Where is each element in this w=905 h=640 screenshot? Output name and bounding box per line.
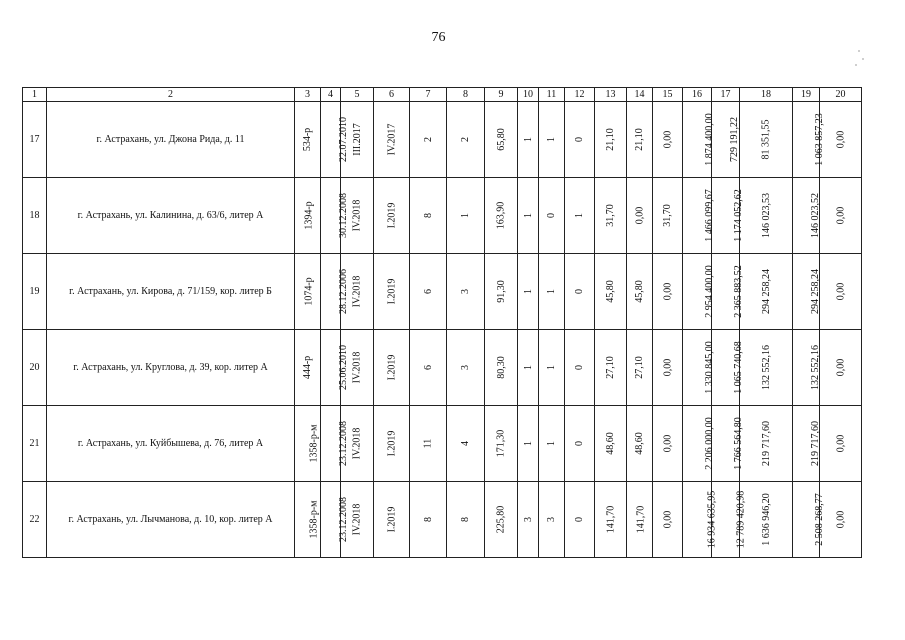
table-cell <box>683 330 715 406</box>
cell-value: 2 <box>460 137 471 142</box>
cell-value: 146 023,53 <box>760 193 772 238</box>
cell-value: III.2017 <box>351 123 363 156</box>
table-cell <box>565 330 595 406</box>
cell-value: I.2019 <box>386 202 397 229</box>
table-cell <box>485 178 518 254</box>
cell-value: 80,30 <box>495 356 507 379</box>
cell-value: 2 206 000,00 <box>703 417 715 470</box>
page-number: 76 <box>431 30 446 45</box>
table-cell <box>518 254 539 330</box>
cell-value: 1 <box>546 365 557 370</box>
cell-value: 1 <box>546 289 557 294</box>
table-cell <box>565 178 595 254</box>
table-cell <box>447 406 485 482</box>
table-cell <box>820 482 862 558</box>
cell-value: 1 <box>522 137 534 142</box>
cell-value: 16 934 635,95 <box>706 490 718 549</box>
table-cell <box>321 330 349 406</box>
cell-value: 6 <box>422 289 434 294</box>
table-cell <box>565 406 595 482</box>
table-cell <box>793 482 825 558</box>
table-cell <box>410 178 447 254</box>
column-number: 2 <box>47 88 295 102</box>
cell-value: 65,80 <box>495 128 507 151</box>
cell-value: IV.2017 <box>385 123 397 156</box>
cell-value: 30.12.2008 <box>338 193 349 238</box>
cell-value: 1 <box>522 289 534 294</box>
cell-value: 163,90 <box>495 201 507 230</box>
cell-value: 1358-р-м <box>308 500 320 539</box>
table-cell <box>539 178 565 254</box>
cell-value: 1 330 845,00 <box>703 341 715 394</box>
table-cell <box>374 102 410 178</box>
cell-value: 1 <box>522 441 534 446</box>
table-cell <box>627 102 653 178</box>
cell-value: 1 636 946,20 <box>760 493 772 546</box>
housing-program-table <box>22 87 862 558</box>
column-number: 18 <box>740 88 793 102</box>
cell-value: I.2019 <box>386 278 397 305</box>
table-cell <box>485 254 518 330</box>
cell-value: 3 <box>460 289 471 294</box>
table-cell: 17 <box>23 102 47 178</box>
cell-value: 27,10 <box>605 356 616 379</box>
table-cell <box>627 482 653 558</box>
cell-value: 48,60 <box>605 432 616 455</box>
cell-value: 1 <box>522 213 534 218</box>
table-cell <box>295 178 321 254</box>
cell-value: 4 <box>460 441 471 446</box>
table-cell <box>627 254 653 330</box>
table-cell <box>321 178 349 254</box>
table-cell <box>793 406 820 482</box>
cell-value: 2 365 883,52 <box>732 265 744 318</box>
table-cell <box>683 406 715 482</box>
table-cell <box>793 102 825 178</box>
table-cell <box>295 482 321 558</box>
column-number: 17 <box>712 88 740 102</box>
table-cell <box>653 406 683 482</box>
table-cell <box>374 482 410 558</box>
table-cell: 20 <box>23 330 47 406</box>
cell-value: 0,00 <box>662 282 673 301</box>
table-cell <box>740 406 793 482</box>
cell-value: 219 717,60 <box>810 421 821 466</box>
cell-value: 1 065 740,68 <box>732 341 744 394</box>
table-cell <box>740 178 793 254</box>
cell-value: 22.07.2010 <box>338 117 349 162</box>
table-cell: г. Астрахань, ул. Круглова, д. 39, кор. литер А <box>47 330 295 406</box>
table-cell: 22 <box>23 482 47 558</box>
cell-value: 1358-р-м <box>308 424 320 463</box>
table-cell <box>595 482 627 558</box>
column-number: 5 <box>341 88 374 102</box>
cell-value: 0 <box>574 137 585 142</box>
cell-value: 25.06.2010 <box>338 345 349 390</box>
cell-value: 1 063 857,23 <box>813 113 825 166</box>
cell-value: 6 <box>422 365 434 370</box>
cell-value: 27,10 <box>634 356 645 379</box>
table-cell: 18 <box>23 178 47 254</box>
column-number: 14 <box>627 88 653 102</box>
table-cell <box>653 330 683 406</box>
table-cell <box>683 254 715 330</box>
cell-value: 28.12.2006 <box>338 269 349 314</box>
cell-value: 729 191,22 <box>729 117 740 162</box>
cell-value: 23.12.2008 <box>338 421 349 466</box>
table-cell <box>539 482 565 558</box>
table-cell <box>595 102 627 178</box>
table-cell <box>295 102 321 178</box>
table-cell <box>820 102 862 178</box>
cell-value: 2 954 400,00 <box>703 265 715 318</box>
table-cell <box>295 406 321 482</box>
cell-value: IV.2018 <box>351 427 363 460</box>
column-number: 9 <box>485 88 518 102</box>
table-cell <box>565 254 595 330</box>
cell-value: 141,70 <box>605 505 616 534</box>
column-number: 1 <box>23 88 47 102</box>
table-cell <box>295 254 321 330</box>
table-cell <box>565 482 595 558</box>
cell-value: 0,00 <box>662 358 673 377</box>
cell-value: 1 <box>522 365 534 370</box>
table-cell <box>374 406 410 482</box>
cell-value: 0,00 <box>835 130 846 149</box>
table-cell <box>447 254 485 330</box>
table-cell <box>539 254 565 330</box>
table-cell <box>374 178 410 254</box>
table-cell <box>712 254 744 330</box>
cell-value: 0,00 <box>835 358 846 377</box>
table-cell <box>595 254 627 330</box>
table-cell <box>410 482 447 558</box>
cell-value: 0 <box>574 365 585 370</box>
table-cell: 19 <box>23 254 47 330</box>
table-cell <box>321 482 349 558</box>
cell-value: 0,00 <box>662 130 673 149</box>
column-number: 6 <box>374 88 410 102</box>
cell-value: IV.2018 <box>351 503 363 536</box>
cell-value: 225,80 <box>495 505 507 534</box>
table-cell <box>485 330 518 406</box>
table-cell <box>410 102 447 178</box>
cell-value: 91,30 <box>495 280 507 303</box>
cell-value: 0,00 <box>662 434 673 453</box>
cell-value: 81 351,55 <box>760 119 772 160</box>
table-cell <box>410 406 447 482</box>
cell-value: IV.2018 <box>351 351 363 384</box>
cell-value: 12 789 420,98 <box>735 490 747 549</box>
table-row <box>23 330 862 406</box>
table-cell: г. Астрахань, ул. Калинина, д. 63/6, литер А <box>47 178 295 254</box>
table-cell <box>539 330 565 406</box>
cell-value: 294 258,24 <box>810 269 821 314</box>
cell-value: 45,80 <box>634 280 645 303</box>
table-cell: 21 <box>23 406 47 482</box>
table-cell <box>485 102 518 178</box>
table-cell <box>518 482 539 558</box>
table-cell <box>627 178 653 254</box>
table-cell <box>447 482 485 558</box>
table-cell <box>712 102 740 178</box>
table-cell <box>321 406 349 482</box>
table-cell <box>595 178 627 254</box>
table-cell <box>653 178 683 254</box>
column-number: 16 <box>683 88 712 102</box>
table-cell <box>321 102 349 178</box>
cell-value: 21,10 <box>605 128 616 151</box>
table-cell <box>447 178 485 254</box>
cell-value: 0,00 <box>835 282 846 301</box>
cell-value: 444-р <box>302 355 313 380</box>
cell-value: 0 <box>574 517 585 522</box>
table-cell <box>740 254 793 330</box>
table-cell <box>740 102 793 178</box>
scan-artifact <box>858 50 860 52</box>
cell-value: 3 <box>460 365 471 370</box>
cell-value: 45,80 <box>605 280 616 303</box>
cell-value: 31,70 <box>605 204 616 227</box>
table-row <box>23 254 862 330</box>
cell-value: 3 <box>546 517 557 522</box>
table-cell: г. Астрахань, ул. Джона Рида, д. 11 <box>47 102 295 178</box>
cell-value: 146 023,52 <box>810 193 821 238</box>
table-cell <box>447 102 485 178</box>
cell-value: 171,30 <box>495 429 507 458</box>
cell-value: 1 174 052,62 <box>732 189 744 242</box>
cell-value: 11 <box>422 438 434 449</box>
column-number: 12 <box>565 88 595 102</box>
cell-value: 294 258,24 <box>760 269 772 314</box>
scan-artifact <box>855 64 857 66</box>
cell-value: 1 <box>574 213 585 218</box>
table-cell <box>683 482 718 558</box>
cell-value: 48,60 <box>634 432 645 455</box>
cell-value: 23.12.2008 <box>338 497 349 542</box>
table-cell <box>321 254 349 330</box>
cell-value: 132 552,16 <box>810 345 821 390</box>
cell-value: 2 <box>422 137 434 142</box>
table-cell <box>740 482 793 558</box>
cell-value: 3 <box>522 517 534 522</box>
table-row <box>23 406 862 482</box>
table-cell <box>595 406 627 482</box>
cell-value: IV.2018 <box>351 275 363 308</box>
cell-value: 1 466 099,67 <box>703 189 715 242</box>
cell-value: 1 <box>460 213 471 218</box>
column-number: 4 <box>321 88 341 102</box>
table-cell <box>683 178 715 254</box>
table-cell <box>627 330 653 406</box>
cell-value: 132 552,16 <box>760 345 772 390</box>
cell-value: 0 <box>546 213 557 218</box>
table-cell <box>793 330 820 406</box>
table-cell <box>740 330 793 406</box>
table-cell <box>518 406 539 482</box>
table-cell <box>410 330 447 406</box>
cell-value: 0,00 <box>835 206 846 225</box>
column-number-row <box>23 88 862 102</box>
cell-value: 534-р <box>302 127 313 152</box>
cell-value: 0 <box>574 289 585 294</box>
cell-value: 0,00 <box>835 510 846 529</box>
table-cell <box>485 406 518 482</box>
column-number: 10 <box>518 88 539 102</box>
cell-value: I.2019 <box>386 506 397 533</box>
table-cell <box>518 178 539 254</box>
cell-value: 8 <box>422 517 434 522</box>
table-cell <box>683 102 715 178</box>
table-cell <box>565 102 595 178</box>
cell-value: 141,70 <box>635 505 647 534</box>
table-cell <box>539 406 565 482</box>
cell-value: 219 717,60 <box>760 421 772 466</box>
table-cell <box>712 406 744 482</box>
column-number: 11 <box>539 88 565 102</box>
table-cell <box>485 482 518 558</box>
table-cell <box>820 254 862 330</box>
table-cell <box>653 254 683 330</box>
cell-value: 1 766 564,80 <box>732 417 744 470</box>
cell-value: 1 <box>546 441 557 446</box>
table-cell <box>447 330 485 406</box>
table-cell <box>653 482 683 558</box>
table-row <box>23 102 862 178</box>
cell-value: 1 874 400,00 <box>703 113 715 166</box>
table-cell <box>374 330 410 406</box>
cell-value: 1 <box>546 137 557 142</box>
cell-value: 0,00 <box>835 434 846 453</box>
table-cell: г. Астрахань, ул. Куйбышева, д. 76, литер А <box>47 406 295 482</box>
cell-value: 0,00 <box>634 206 645 225</box>
scan-artifact <box>862 58 864 60</box>
cell-value: 2 508 268,77 <box>813 493 825 546</box>
table-cell: г. Астрахань, ул. Кирова, д. 71/159, кор. литер Б <box>47 254 295 330</box>
cell-value: 0,00 <box>662 510 673 529</box>
cell-value: 31,70 <box>662 204 673 227</box>
table-row <box>23 178 862 254</box>
table-cell <box>793 254 820 330</box>
cell-value: 8 <box>460 517 471 522</box>
cell-value: 21,10 <box>634 128 645 151</box>
column-number: 7 <box>410 88 447 102</box>
cell-value: I.2019 <box>386 354 397 381</box>
table-row <box>23 482 862 558</box>
cell-value: 1074-р <box>303 277 315 306</box>
table-cell <box>518 330 539 406</box>
table-cell <box>820 406 862 482</box>
table-cell <box>712 178 744 254</box>
cell-value: IV.2018 <box>351 199 363 232</box>
table-cell <box>627 406 653 482</box>
table-cell <box>820 178 862 254</box>
cell-value: 1394-р <box>303 201 315 230</box>
table-cell <box>295 330 321 406</box>
table-cell <box>410 254 447 330</box>
table-cell <box>595 330 627 406</box>
table-cell <box>712 330 744 406</box>
table-cell <box>653 102 683 178</box>
table-cell <box>539 102 565 178</box>
table-cell <box>820 330 862 406</box>
table-cell <box>374 254 410 330</box>
cell-value: I.2019 <box>386 430 397 457</box>
column-number: 19 <box>793 88 820 102</box>
cell-value: 0 <box>574 441 585 446</box>
table-cell <box>518 102 539 178</box>
cell-value: 8 <box>422 213 434 218</box>
table-cell: г. Астрахань, ул. Лычманова, д. 10, кор. литер А <box>47 482 295 558</box>
column-number: 13 <box>595 88 627 102</box>
column-number: 3 <box>295 88 321 102</box>
column-number: 8 <box>447 88 485 102</box>
column-number: 20 <box>820 88 862 102</box>
table-cell <box>793 178 820 254</box>
column-number: 15 <box>653 88 683 102</box>
